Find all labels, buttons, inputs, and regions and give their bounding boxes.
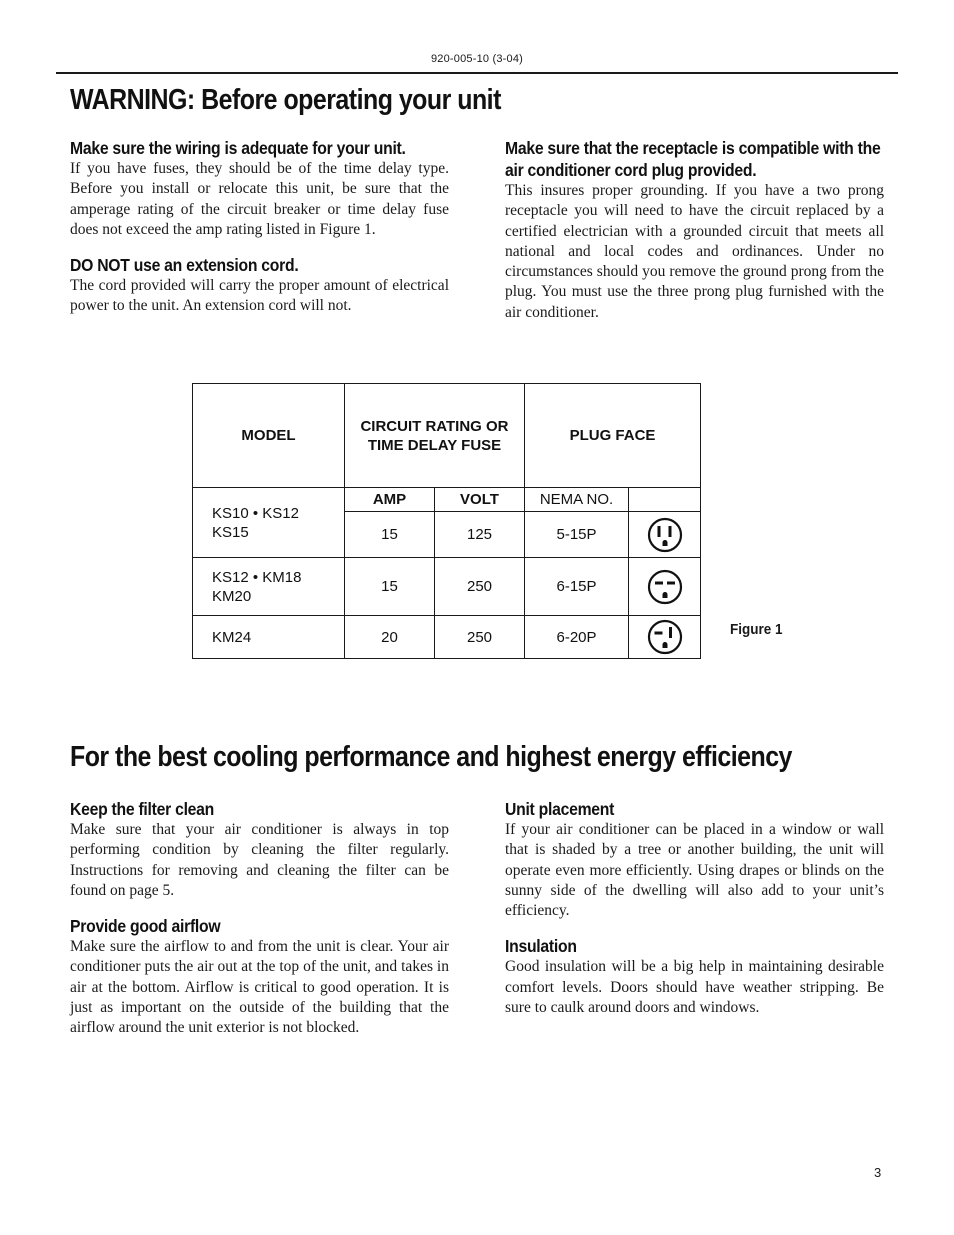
cooling-right-column — [505, 798, 884, 1032]
table-header-row — [193, 384, 701, 488]
volt-subheader: VOLT — [435, 488, 525, 512]
warning-left-column — [70, 137, 449, 331]
nema-6-15p-plug-icon — [647, 569, 683, 605]
blank-subheader-cell — [629, 488, 701, 512]
warning-title: WARNING: Before operating your unit — [70, 84, 501, 116]
volt-cell: 125 — [435, 512, 525, 558]
amp-subheader: AMP — [345, 488, 435, 512]
amp-cell: 20 — [345, 616, 435, 659]
model-cell — [193, 558, 345, 616]
insulation-body: Good insulation will be a big help in maintaining desirable comfort levels. Doors should have weather stripping. Be sure to caulk around doors and windows. — [505, 958, 884, 1017]
airflow-section — [70, 915, 449, 1038]
warning-right-column — [505, 137, 884, 337]
cooling-title: For the best cooling performance and highest energy efficiency — [70, 741, 792, 773]
model-line1: KS12 • KM18 — [212, 568, 302, 586]
model-line1: KM24 — [212, 628, 252, 646]
receptacle-section — [505, 137, 884, 323]
plug-spec-table — [192, 383, 701, 659]
model-cell — [193, 616, 345, 659]
figure-caption: Figure 1 — [730, 621, 783, 638]
plug-face-header: PLUG FACE — [525, 384, 701, 488]
model-line2: KM20 — [212, 587, 252, 605]
filter-section — [70, 798, 449, 901]
insulation-heading: Insulation — [505, 936, 577, 957]
wiring-body: If you have fuses, they should be of the time delay type. Before you install or relocate this unit, be sure that the amperage rating of the circuit breaker or time delay fuse does not exceed the amp rating listed in Figure 1. — [70, 160, 449, 238]
airflow-heading: Provide good airflow — [70, 916, 221, 937]
table-subheader-row — [193, 488, 701, 512]
table-row — [193, 616, 701, 659]
table-row — [193, 558, 701, 616]
volt-cell: 250 — [435, 558, 525, 616]
wiring-section — [70, 137, 449, 240]
insulation-section — [505, 935, 884, 1018]
amp-cell: 15 — [345, 558, 435, 616]
receptacle-body: This insures proper grounding. If you have a two prong receptacle you will need to have the circuit replaced by a certified electrician with a grounded circuit that meets all national and local codes and ordinances. Under no circumstances should you remove the ground prong from the plug. You must use the three prong plug furnished with the air conditioner. — [505, 182, 884, 321]
amp-cell: 15 — [345, 512, 435, 558]
document-id: 920-005-10 (3-04) — [430, 53, 524, 65]
filter-body: Make sure that your air conditioner is always in top performing condition by cleaning the filter regularly. Instructions for removing and cleaning the filter can be found on page 5. — [70, 821, 449, 899]
model-header: MODEL — [193, 384, 345, 488]
receptacle-heading: Make sure that the receptacle is compatible with the air conditioner cord plug provided. — [505, 138, 881, 180]
extension-cord-heading: DO NOT use an extension cord. — [70, 255, 299, 276]
placement-section — [505, 798, 884, 921]
nema-5-15p-plug-icon — [647, 517, 683, 553]
extension-cord-body: The cord provided will carry the proper amount of electrical power to the unit. An extension cord will not. — [70, 277, 449, 315]
nema-cell: 6-20P — [525, 616, 629, 659]
volt-cell: 250 — [435, 616, 525, 659]
filter-heading: Keep the filter clean — [70, 799, 215, 819]
model-line1: KS10 • KS12 — [212, 504, 299, 522]
plug-face-cell — [629, 512, 701, 558]
placement-heading: Unit placement — [505, 799, 615, 819]
wiring-heading: Make sure the wiring is adequate for your unit. — [70, 138, 406, 158]
nema-subheader: NEMA NO. — [525, 488, 629, 512]
nema-cell: 6-15P — [525, 558, 629, 616]
circuit-header-line2: TIME DELAY FUSE — [367, 436, 502, 454]
airflow-body: Make sure the airflow to and from the unit is clear. Your air conditioner puts the air out at the top of the unit, and takes in air at the bottom. Airflow is critical to good operation. It is just as important on the outside of the building that the airflow around the unit exterior is not blocked. — [70, 938, 449, 1037]
nema-6-20p-plug-icon — [647, 619, 683, 655]
plug-face-cell — [629, 616, 701, 659]
circuit-header-line1: CIRCUIT RATING OR — [360, 417, 509, 435]
header-rule — [56, 72, 898, 74]
model-cell — [193, 488, 345, 558]
cooling-left-column — [70, 798, 449, 1053]
plug-face-cell — [629, 558, 701, 616]
placement-body: If your air conditioner can be placed in a window or wall that is shaded by a tree or another building, the unit will operate even more efficiently. Using drapes or blinds on the sunny side of the dwelling will also add to your unit’s efficiency. — [505, 821, 884, 920]
nema-cell: 5-15P — [525, 512, 629, 558]
page-number: 3 — [874, 1165, 882, 1180]
circuit-rating-header — [345, 384, 525, 488]
model-line2: KS15 — [212, 523, 249, 541]
extension-cord-section — [70, 254, 449, 317]
